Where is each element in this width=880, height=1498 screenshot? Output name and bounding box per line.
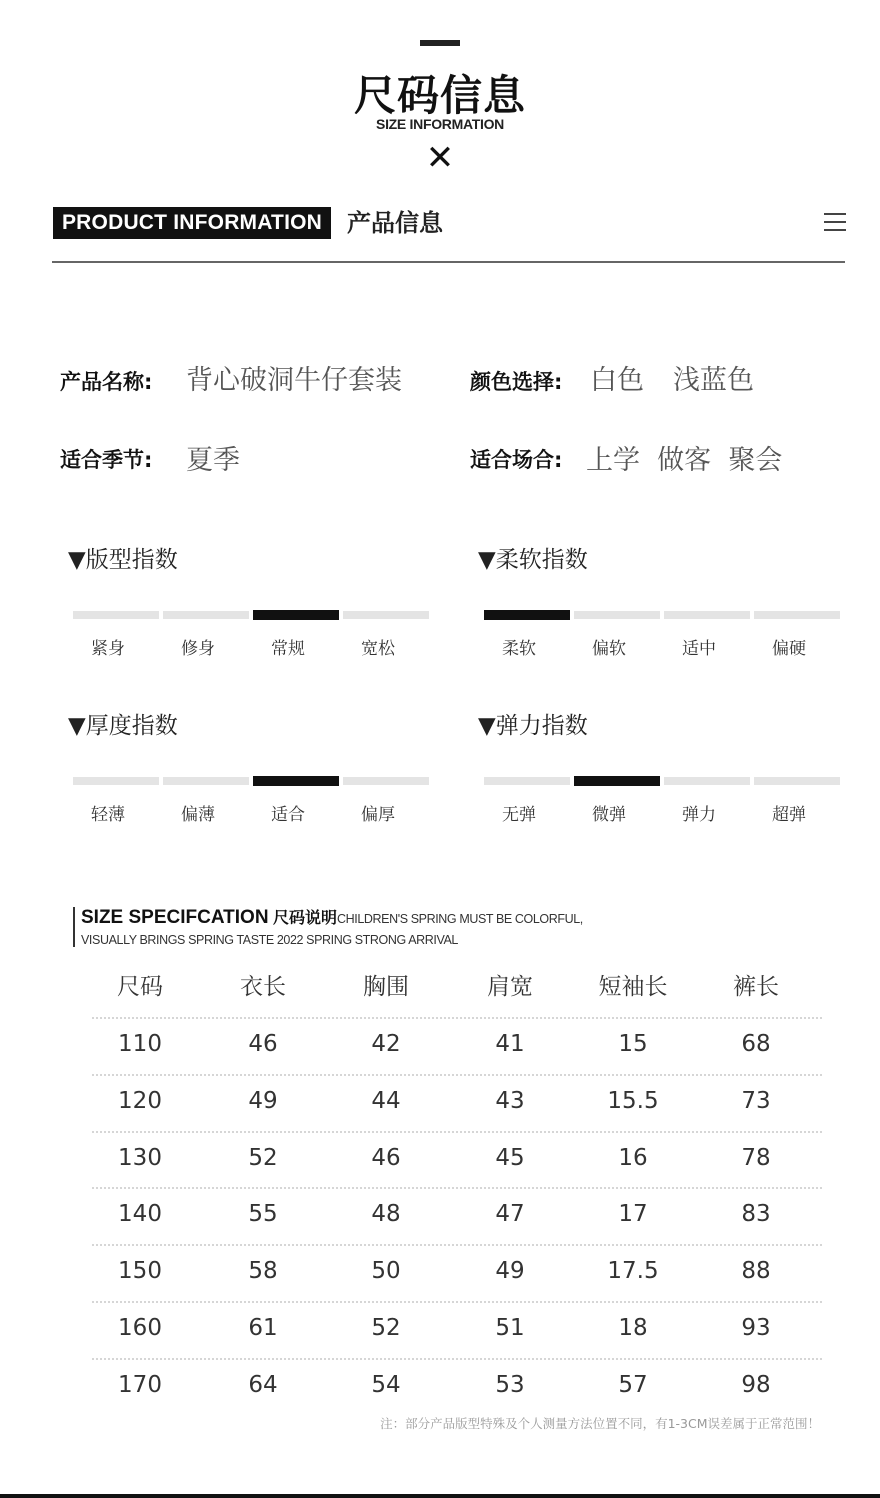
table-cell: 83 (741, 1201, 771, 1228)
table-header-cell: 胸围 (363, 974, 409, 1000)
index-bar-fit-1 (163, 611, 249, 619)
bottom-border (0, 1494, 880, 1498)
top-dash (420, 40, 460, 46)
table-row-separator (92, 1131, 822, 1133)
table-cell: 78 (741, 1144, 771, 1171)
size-spec-title-cn: 尺码说明 (273, 910, 338, 927)
product-name-label: 产品名称: (60, 370, 153, 394)
product-information-title: 产品信息 (347, 209, 443, 237)
table-cell: 54 (371, 1371, 401, 1398)
table-row-separator (92, 1244, 822, 1246)
table-cell: 110 (118, 1031, 162, 1057)
table-cell: 73 (741, 1087, 771, 1114)
index-option-elasticity-0: 无弹 (502, 805, 536, 825)
index-title-thickness: ▼厚度指数 (68, 713, 178, 739)
table-cell: 130 (118, 1144, 162, 1171)
table-cell: 93 (741, 1315, 771, 1341)
index-bar-softness-3 (754, 611, 840, 619)
season-value: 夏季 (186, 445, 240, 476)
index-option-fit-3: 宽松 (361, 639, 395, 659)
index-bar-elasticity-2 (664, 777, 750, 785)
table-header-cell: 肩宽 (487, 974, 533, 1000)
menu-icon[interactable] (824, 212, 846, 232)
table-cell: 55 (248, 1201, 278, 1228)
table-cell: 46 (248, 1031, 278, 1057)
table-cell: 18 (618, 1315, 648, 1341)
index-option-thickness-0: 轻薄 (91, 805, 125, 825)
occasion-value: 上学 做客 聚会 (586, 445, 783, 476)
product-name-value: 背心破洞牛仔套装 (186, 365, 402, 396)
table-cell: 41 (495, 1031, 525, 1057)
color-label: 颜色选择: (470, 370, 563, 394)
index-option-softness-2: 适中 (682, 639, 716, 659)
index-bar-fit-0 (73, 611, 159, 619)
index-title-elasticity: ▼弹力指数 (478, 713, 588, 739)
index-option-fit-0: 紧身 (91, 639, 125, 659)
index-bar-fit-2 (253, 610, 339, 620)
table-cell: 140 (118, 1201, 162, 1228)
table-cell: 47 (495, 1201, 525, 1228)
table-cell: 16 (618, 1144, 648, 1171)
table-cell: 42 (371, 1031, 401, 1057)
page-subtitle: SIZE INFORMATION (376, 116, 504, 132)
index-bar-thickness-0 (73, 777, 159, 785)
table-cell: 51 (495, 1315, 525, 1341)
table-cell: 15.5 (607, 1087, 659, 1114)
index-bar-thickness-1 (163, 777, 249, 785)
divider (52, 261, 845, 263)
table-cell: 160 (118, 1315, 162, 1341)
season-label: 适合季节: (60, 448, 153, 472)
table-cell: 15 (618, 1031, 648, 1057)
table-cell: 45 (495, 1144, 525, 1171)
index-bar-thickness-3 (343, 777, 429, 785)
index-title-softness: ▼柔软指数 (478, 547, 588, 573)
index-title-fit: ▼版型指数 (68, 547, 178, 573)
table-row-separator (92, 1187, 822, 1189)
table-row-separator (92, 1017, 822, 1019)
x-mark-icon: ✕ (425, 138, 455, 178)
table-row-separator (92, 1074, 822, 1076)
table-row-separator (92, 1358, 822, 1360)
table-cell: 50 (371, 1258, 401, 1285)
table-cell: 150 (118, 1258, 162, 1285)
index-option-elasticity-3: 超弹 (772, 805, 806, 825)
table-header-cell: 裤长 (733, 974, 779, 1000)
index-option-thickness-1: 偏薄 (181, 805, 215, 825)
size-spec-heading (81, 905, 583, 929)
size-spec-title-en: SIZE SPECIFCATION (81, 907, 269, 928)
table-cell: 17.5 (607, 1258, 659, 1285)
index-option-thickness-2: 适合 (271, 805, 305, 825)
index-bar-fit-3 (343, 611, 429, 619)
table-cell: 170 (118, 1371, 162, 1398)
size-spec-tagline-1: CHILDREN'S SPRING MUST BE COLORFUL, (337, 912, 583, 926)
table-header-cell: 尺码 (117, 974, 163, 1000)
table-cell: 88 (741, 1258, 771, 1285)
index-bar-softness-1 (574, 611, 660, 619)
index-bar-softness-2 (664, 611, 750, 619)
index-option-softness-3: 偏硬 (772, 639, 806, 659)
table-cell: 49 (248, 1087, 278, 1114)
color-option-white: 白色 (590, 365, 644, 396)
table-cell: 53 (495, 1371, 525, 1398)
index-bar-elasticity-0 (484, 777, 570, 785)
table-cell: 57 (618, 1371, 648, 1398)
table-cell: 48 (371, 1201, 401, 1228)
occasion-label: 适合场合: (470, 448, 563, 472)
index-option-elasticity-1: 微弹 (592, 805, 626, 825)
color-option-light-blue: 浅蓝色 (673, 365, 754, 396)
index-bar-softness-0 (484, 610, 570, 620)
table-cell: 64 (248, 1371, 278, 1398)
index-option-thickness-3: 偏厚 (361, 805, 395, 825)
index-option-softness-0: 柔软 (502, 639, 536, 659)
table-cell: 58 (248, 1258, 278, 1285)
table-cell: 46 (371, 1144, 401, 1171)
index-option-fit-1: 修身 (181, 639, 215, 659)
index-option-elasticity-2: 弹力 (682, 805, 716, 825)
index-bar-elasticity-1 (574, 776, 660, 786)
table-cell: 98 (741, 1371, 771, 1398)
index-bar-thickness-2 (253, 776, 339, 786)
size-spec-tagline-2: VISUALLY BRINGS SPRING TASTE 2022 SPRING STRONG ARRIVAL (81, 933, 458, 947)
table-header-cell: 衣长 (240, 974, 286, 1000)
table-cell: 43 (495, 1087, 525, 1114)
index-option-softness-1: 偏软 (592, 639, 626, 659)
table-cell: 52 (248, 1144, 278, 1171)
table-cell: 61 (248, 1315, 278, 1341)
index-option-fit-2: 常规 (271, 639, 305, 659)
page-title: 尺码信息 (353, 71, 526, 120)
spec-accent-bar (73, 907, 75, 947)
table-row-separator (92, 1301, 822, 1303)
table-header-cell: 短袖长 (598, 974, 668, 1000)
index-bar-elasticity-3 (754, 777, 840, 785)
product-information-badge: PRODUCT INFORMATION (53, 207, 331, 239)
measurement-note: 注：部分产品版型特殊及个人测量方法位置不同，有1-3CM误差属于正常范围！ (380, 1416, 820, 1431)
table-cell: 52 (371, 1315, 401, 1341)
table-cell: 49 (495, 1258, 525, 1285)
table-cell: 44 (371, 1087, 401, 1114)
table-cell: 17 (618, 1201, 648, 1228)
table-cell: 68 (741, 1031, 771, 1057)
table-cell: 120 (118, 1087, 162, 1114)
